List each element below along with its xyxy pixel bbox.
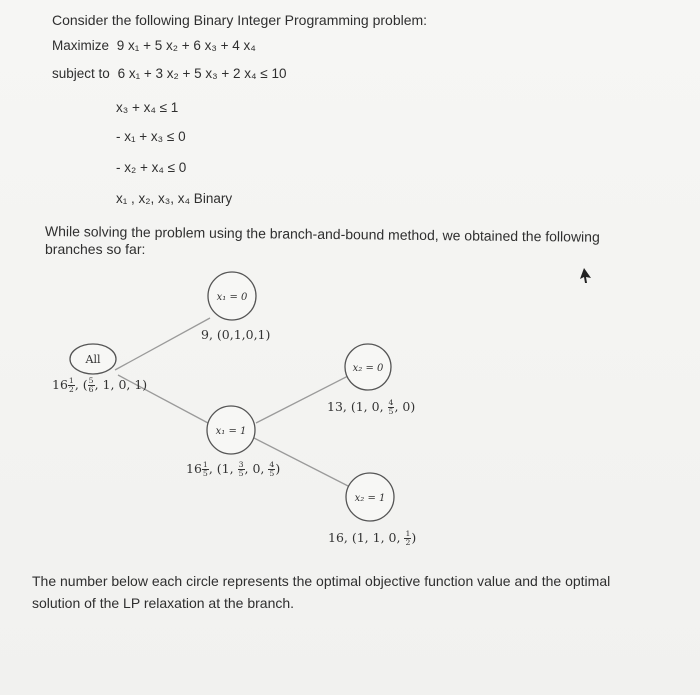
- x1-1-value-int: 16: [186, 461, 202, 477]
- x2-1-sol-prefix: 16, (1, 1, 0,: [328, 530, 405, 546]
- x2-0-sol-frac: $\frac{4}{5}$: [388, 398, 394, 416]
- node-x1-1-label: x₁ = 1: [215, 426, 247, 437]
- node-root-label: All: [85, 353, 101, 366]
- x1-1-sol-mid: , 0,: [244, 461, 269, 477]
- x2-0-sol-prefix: 13, (1, 0,: [327, 399, 388, 415]
- problem-title: Consider the following Binary Integer Programming problem:: [52, 12, 428, 28]
- node-x2-1-label: x₂ = 1: [354, 493, 386, 504]
- objective-expression: 9 x₁ + 5 x₂ + 6 x₃ + 4 x₄: [116, 38, 256, 53]
- x1-0-value: 9, (0,1,0,1): [201, 327, 271, 342]
- root-value-int: 16: [52, 377, 68, 393]
- x2-1-sol-end: ): [411, 530, 417, 546]
- x2-0-value: [327, 399, 415, 416]
- x2-1-sol-frac: $\frac{1}{2}$: [405, 529, 411, 547]
- mouse-cursor-icon: [580, 268, 591, 283]
- constraint-1: 6 x₁ + 3 x₂ + 5 x₃ + 2 x₄ ≤ 10: [117, 66, 287, 81]
- constraint-2: x₃ + x₄ ≤ 1: [116, 100, 179, 115]
- intro-line-1: While solving the problem using the branch-and-bound method, we obtained the following: [44, 223, 600, 245]
- root-value: [52, 377, 147, 394]
- node-x2-0-label: x₂ = 0: [352, 363, 384, 374]
- root-value-frac: $\frac{1}{2}$: [68, 376, 74, 394]
- subject-to-label: subject to: [52, 66, 110, 81]
- maximize-label: Maximize: [52, 38, 110, 53]
- x1-1-sol-end: ): [275, 461, 281, 477]
- x1-1-value-frac: $\frac{1}{5}$: [202, 460, 208, 478]
- x1-1-value: [186, 461, 280, 478]
- x1-1-sol-prefix: , (1,: [208, 461, 238, 477]
- x2-1-value: [328, 530, 416, 547]
- root-sol-frac: $\frac{5}{6}$: [88, 376, 94, 394]
- root-sol-tail: , 1, 0, 1): [94, 377, 148, 393]
- intro-line-2: branches so far:: [45, 241, 146, 257]
- edge-root-x1-0: [115, 318, 210, 370]
- x2-0-sol-end: , 0): [394, 399, 416, 415]
- constraint-4: - x₂ + x₄ ≤ 0: [116, 160, 187, 175]
- binary-constraint: x₁ , x₂, x₃, x₄ Binary: [116, 191, 233, 206]
- x1-1-sol-frac-2: $\frac{4}{5}$: [269, 460, 275, 478]
- root-sol-open: , (: [74, 377, 88, 393]
- footer-line-2: solution of the LP relaxation at the branch.: [32, 595, 295, 611]
- footer-line-1: The number below each circle represents the optimal objective function value and the optimal: [32, 573, 611, 589]
- node-x1-0-label: x₁ = 0: [216, 292, 248, 303]
- constraint-3: - x₁ + x₃ ≤ 0: [116, 129, 186, 144]
- x1-1-sol-frac-1: $\frac{3}{5}$: [238, 460, 244, 478]
